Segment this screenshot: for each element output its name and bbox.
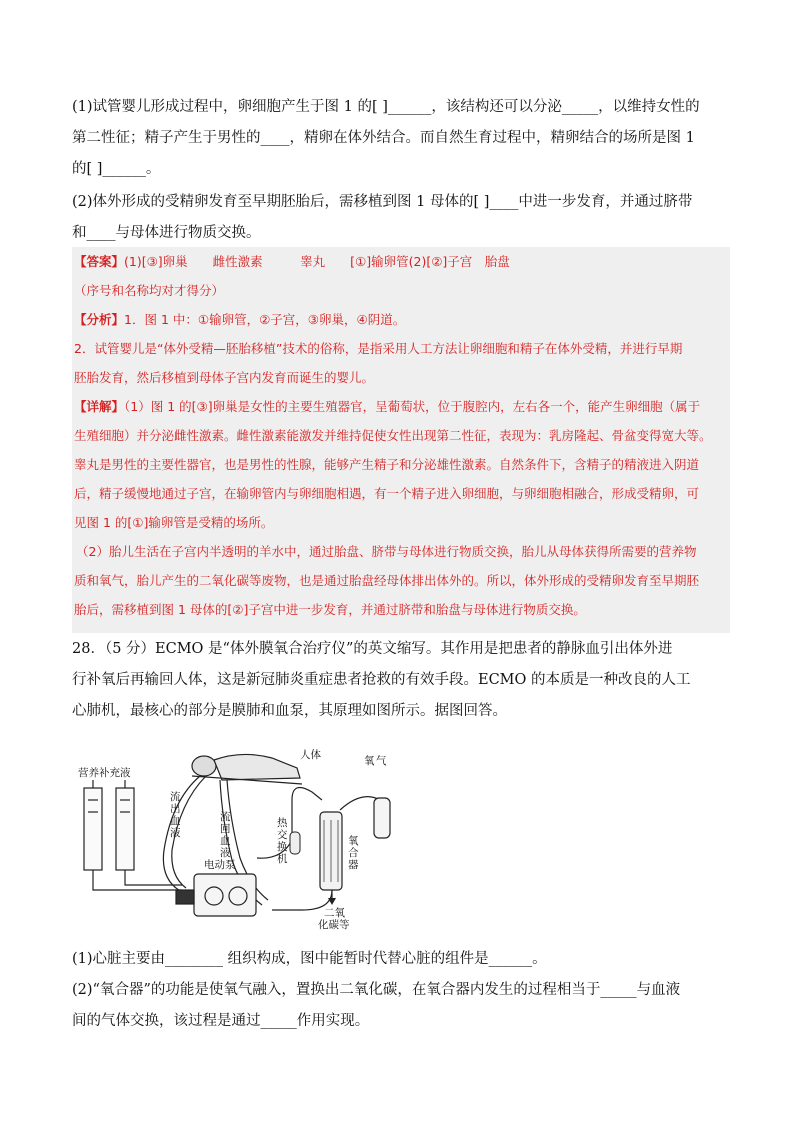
detail-line: 睾丸是男性的主要性器官，也是男性的性腺，能够产生精子和分泌雄性激素。自然条件下，含精子的精液进入阴道 [74,457,700,472]
detail-tag: 【详解】 [74,399,125,414]
back-blood-char: 液 [220,847,231,859]
out-blood-char: 流 [170,791,181,803]
back-blood-char: 血 [220,835,231,847]
co2-label-1: 二氧 [324,907,345,919]
ecmo-diagram-svg [72,740,412,930]
text-line: (2)体外形成的受精卵发育至早期胚胎后，需移植到图 1 母体的[ ]____中进一步发育，并通过脐带 [72,194,693,210]
answer-text: (1)[③]卵巢 雌性激素 睾丸 [①]输卵管(2)[②]子宫 胎盘 [124,254,510,269]
pump-icon [176,874,256,916]
heat-exchanger-char: 热 [277,817,288,829]
detail-line: 见图 1 的[①]输卵管是受精的场所。 [74,515,274,530]
oxygenator-char: 合 [348,847,359,859]
arrow-down-icon [328,898,336,905]
text-line: 心肺机，最核心的部分是膜肺和血泵，其原理如图所示。据图回答。 [72,703,507,719]
analysis-text: 1．图 1 中：①输卵管，②子宫，③卵巢，④阴道。 [124,312,406,327]
analysis-line: 胚胎发育，然后移植到母体子宫内发育而诞生的婴儿。 [74,370,375,385]
oxygen-tank-icon [374,798,390,838]
question-27-parts [72,92,732,249]
text-line: 的[ ]______。 [72,161,161,177]
oxygen-char: 气 [376,755,387,767]
text-line: 和____与母体进行物质交换。 [72,225,261,241]
question-28-subparts [72,944,732,1037]
co2-label-2: 化碳等 [318,919,350,930]
heat-exchanger-char: 交 [277,829,288,841]
oxygenator-char: 氧 [348,835,359,847]
text-line: 28．（5 分）ECMO 是“体外膜氧合治疗仪”的英文缩写。其作用是把患者的静脉血引出体外进 [72,641,673,657]
pump-label: 电动泵 [204,859,236,871]
analysis-tag: 【分析】 [74,312,125,327]
out-blood-char: 血 [170,815,181,827]
detail-line: 胎后，需移植到图 1 母体的[②]子宫中进一步发育，并通过脐带和胎盘与母体进行物质交换。 [74,602,586,617]
text-line: (1)试管婴儿形成过程中，卵细胞产生于图 1 的[ ]______，该结构还可以分泌_____，以维持女性的 [72,99,700,115]
human-figure-icon [192,754,302,784]
text-line: (1)心脏主要由________ 组织构成，图中能暂时代替心脏的组件是______。 [72,951,547,967]
detail-line: 生殖细胞）并分泌雌性激素。雌性激素能激发并维持促使女性出现第二性征，表现为：乳房隆起、骨盆变得宽大等。 [74,428,712,443]
heat-exchanger-char: 换 [277,841,288,853]
heat-exchanger-icon [290,832,300,854]
text-line: 间的气体交换，该过程是通过_____作用实现。 [72,1013,370,1029]
out-blood-char: 液 [170,827,181,839]
nutrition-label: 营养补充液 [78,767,131,779]
analysis-line: 2．试管婴儿是“体外受精—胚胎移植”技术的俗称，是指采用人工方法让卵细胞和精子在体外受精，并进行早期 [74,341,683,356]
ecmo-diagram [72,740,412,930]
heat-exchanger-char: 机 [277,853,288,865]
human-label: 人体 [300,749,321,761]
answer-note: （序号和名称均对才得分） [74,283,225,298]
answer-tag: 【答案】 [74,254,125,269]
answer-block [72,247,730,633]
out-blood-char: 出 [170,803,181,815]
text-line: 行补氧后再输回人体，这是新冠肺炎重症患者抢救的有效手段。ECMO 的本质是一种改良的人工 [72,672,691,688]
detail-line: 质和氧气，胎儿产生的二氧化碳等废物，也是通过胎盘经母体排出体外的。所以，体外形成的受精卵发育至早期胚 [74,573,700,588]
text-line: (2)“氧合器”的功能是使氧气融入，置换出二氧化碳，在氧合器内发生的过程相当于_____与血液 [72,982,681,998]
analysis-line [72,305,730,334]
detail-text: （1）图 1 的[③]卵巢是女性的主要生殖器官，呈葡萄状，位于腹腔内，左右各一个，能产生卵细胞（属于 [124,399,701,414]
text-line: 第二性征；精子产生于男性的____，精卵在体外结合。而自然生育过程中，精卵结合的场所是图 1 [72,130,695,146]
oxygenator-char: 器 [348,859,359,871]
nutrition-bag-icon [84,780,134,870]
question-28 [72,634,732,727]
answer-line [72,247,730,276]
detail-line: 后，精子缓慢地通过子宫，在输卵管内与卵细胞相遇，有一个精子进入卵细胞，与卵细胞相融合，形成受精卵，可 [74,486,700,501]
detail-line [72,392,730,421]
oxygen-char: 氧 [364,755,375,767]
detail-line: （2）胎儿生活在子宫内半透明的羊水中，通过胎盘、脐带与母体进行物质交换，胎儿从母体获得所需要的营养物 [76,544,697,559]
back-blood-char: 回 [220,823,231,835]
back-blood-char: 流 [220,811,231,823]
